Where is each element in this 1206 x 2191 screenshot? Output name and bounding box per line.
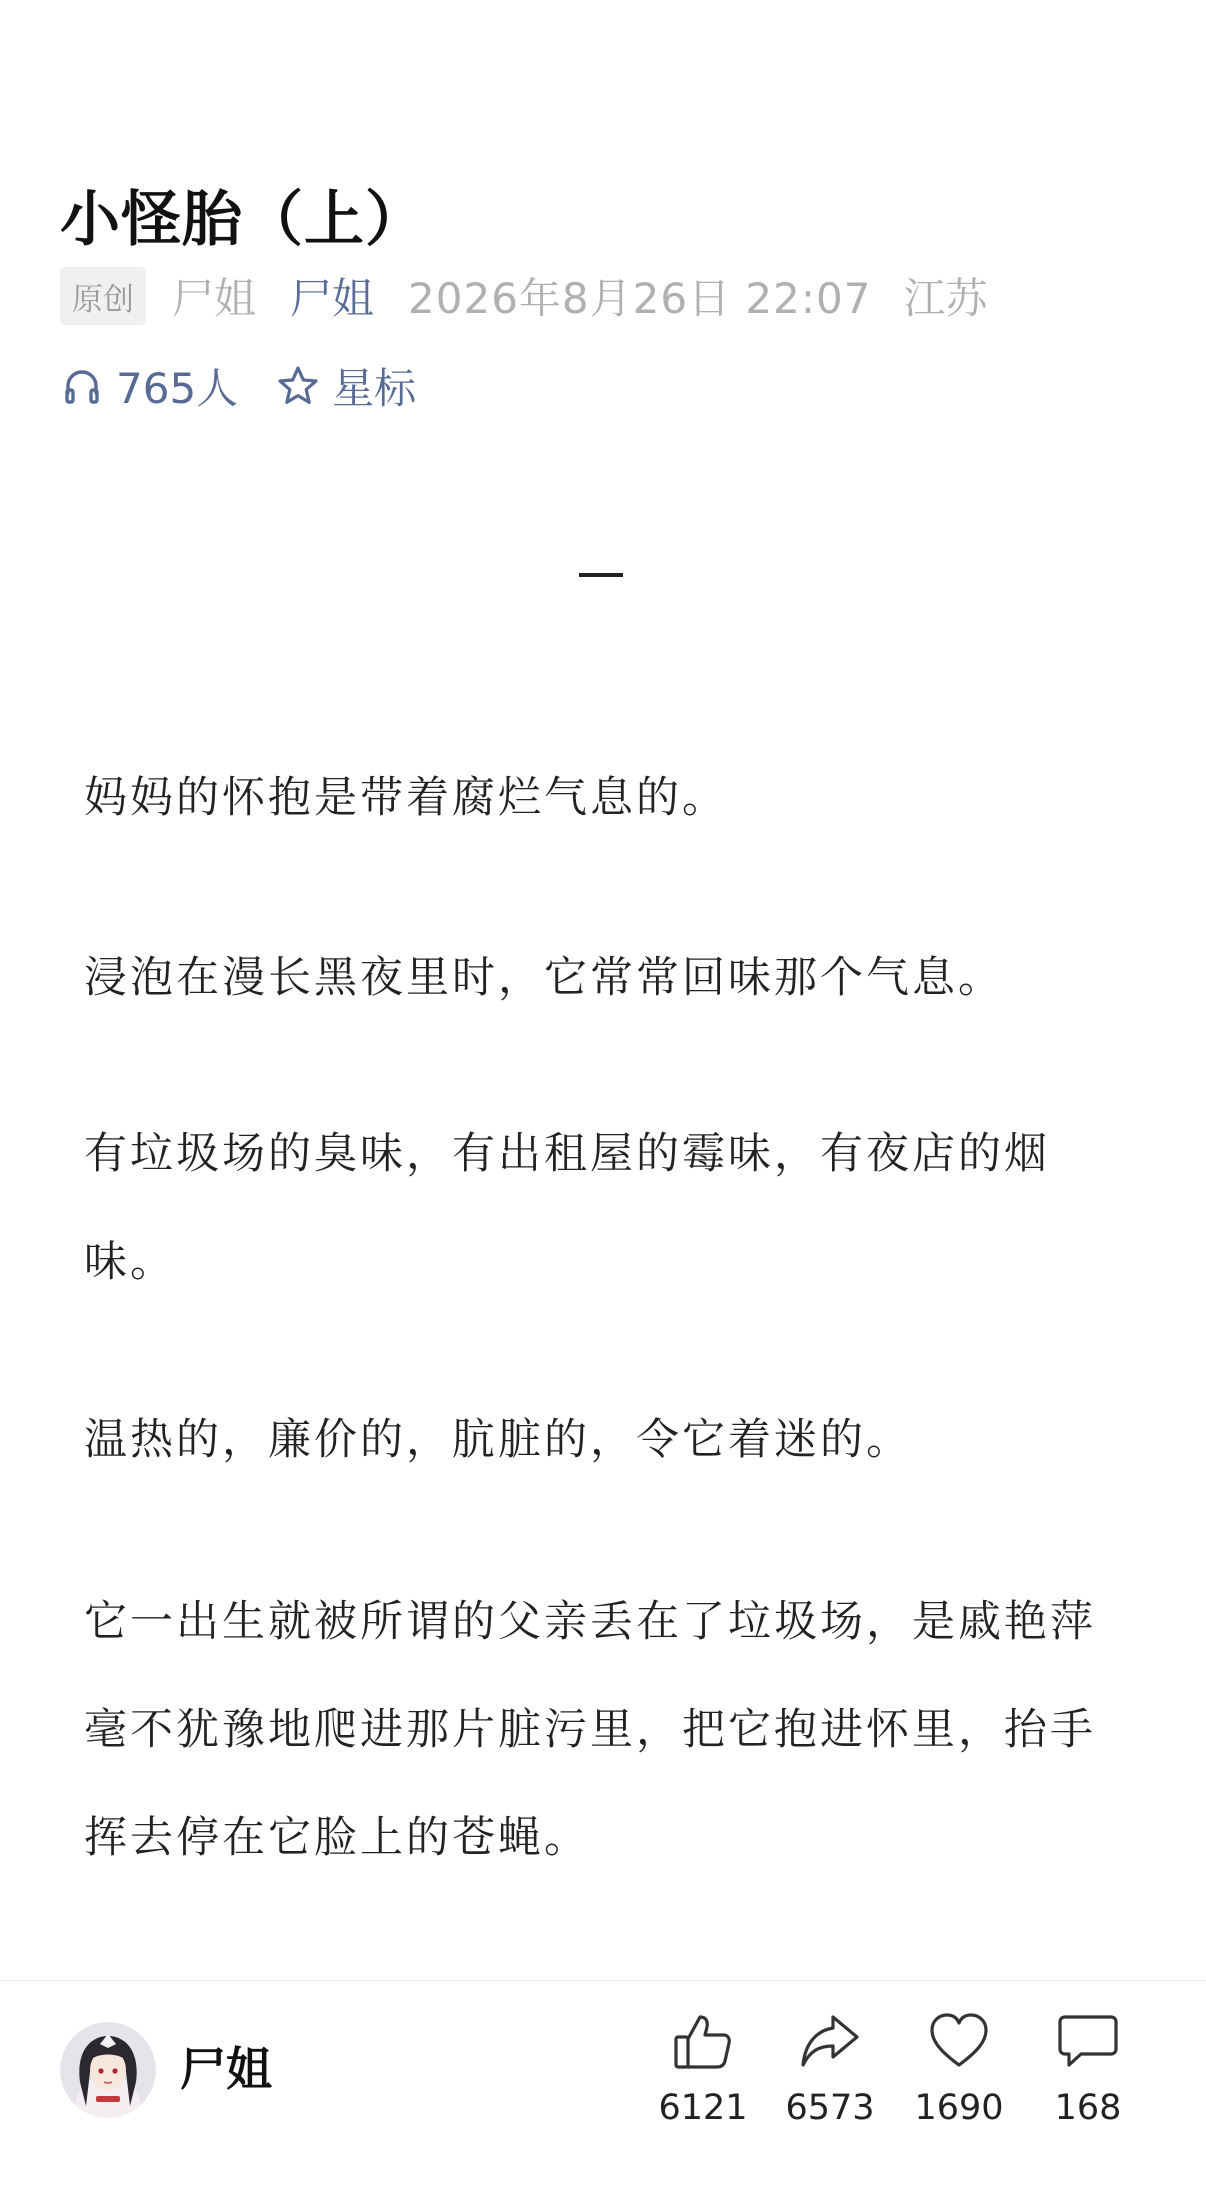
paragraph: 温热的，廉价的，肮脏的，令它着迷的。 — [84, 1415, 912, 1465]
star-icon[interactable] — [276, 364, 320, 408]
listen-count[interactable]: 765人 — [116, 364, 239, 413]
star-button-label[interactable]: 星标 — [332, 364, 417, 413]
like-count: 6121 — [658, 2088, 748, 2128]
thumbs-up-icon — [643, 2011, 763, 2073]
headphones-icon[interactable] — [62, 366, 102, 406]
bottom-author-name[interactable]: 尸姐 — [180, 2042, 272, 2096]
comment-bubble-icon — [1028, 2011, 1148, 2073]
paragraph: 浸泡在漫长黑夜里时，它常常回味那个气息。 — [84, 953, 1004, 1003]
share-arrow-icon — [770, 2011, 890, 2073]
paragraph: 有垃圾场的臭味，有出租屋的霉味，有夜店的烟味。 — [84, 1129, 1050, 1287]
author-name: 尸姐 — [172, 274, 257, 323]
account-name-link[interactable]: 尸姐 — [290, 274, 375, 323]
favorite-count: 1690 — [914, 2088, 1004, 2128]
favorite-button[interactable] — [899, 2011, 1019, 2129]
bottom-action-bar — [0, 1980, 1206, 2191]
paragraph: 它一出生就被所谓的父亲丢在了垃圾场，是戚艳萍毫不犹豫地爬进那片脏污里，把它抱进怀里，抬手挥去停在它脸上的苍蝇。 — [84, 1597, 1096, 1863]
article-stats — [62, 355, 416, 417]
original-badge: 原创 — [60, 267, 146, 325]
share-button[interactable] — [770, 2011, 890, 2129]
paragraph: 妈妈的怀抱是带着腐烂气息的。 — [84, 773, 728, 823]
comment-count: 168 — [1054, 2088, 1122, 2128]
like-button[interactable] — [643, 2011, 763, 2129]
article-meta — [60, 265, 988, 327]
comment-button[interactable] — [1028, 2011, 1148, 2129]
share-count: 6573 — [785, 2088, 875, 2128]
avatar[interactable] — [60, 2022, 156, 2118]
heart-icon — [899, 2011, 1019, 2073]
section-divider — [579, 573, 623, 577]
publish-region: 江苏 — [903, 274, 988, 323]
article-title: 小怪胎（上） — [60, 185, 426, 256]
publish-date: 2026年8月26日 22:07 — [408, 274, 872, 323]
